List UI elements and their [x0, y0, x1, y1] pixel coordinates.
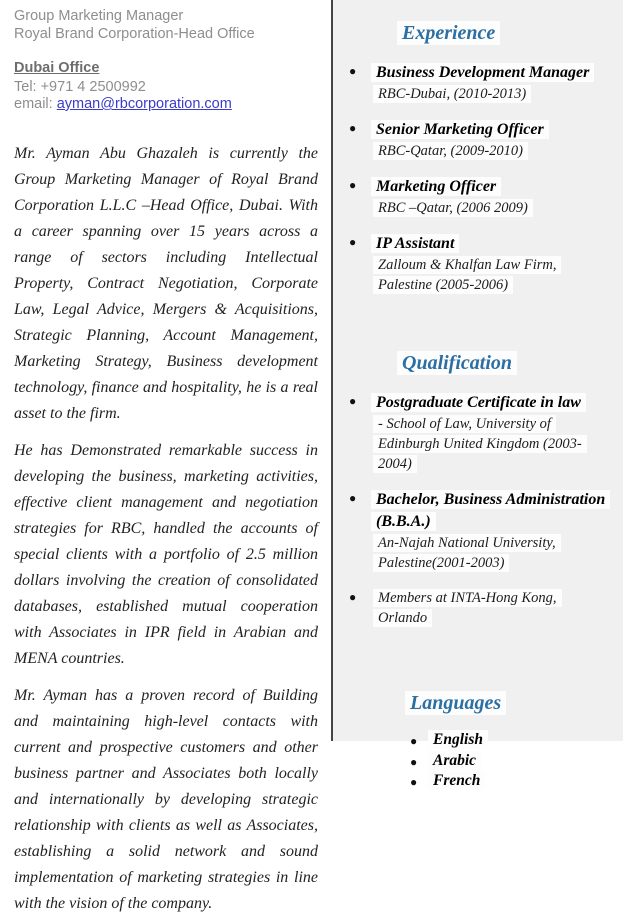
qualification-detail: - School of Law, University of Edinburgh United Kingdom (2003-2004): [371, 414, 613, 474]
email-link[interactable]: ayman@rbcorporation.com: [56, 96, 232, 112]
contact-block: [14, 60, 318, 114]
email-label: email:: [14, 96, 57, 112]
experience-item: [333, 119, 623, 161]
bullet-icon: ●: [410, 775, 418, 789]
bio-paragraph-1: Mr. Ayman Abu Ghazaleh is currently the Group Marketing Manager of Royal Brand Corporation L.L.C –Head Office, Dubai. With a career spanning over 15 years across a range of sectors including Intellectual Property, Contract Negotiation, Corporate Law, Legal Advice, Mergers & Acquisitions, Strategic Planning, Account Management, Marketing Strategy, Business development technology, finance and hospitality, he is a real asset to the firm.: [14, 144, 318, 422]
experience-title: Business Development Manager: [371, 62, 594, 84]
bullet-icon: ●: [349, 178, 357, 192]
language-item: [333, 751, 623, 772]
job-title: Group Marketing Manager: [14, 8, 184, 24]
language-label: English: [428, 730, 488, 749]
sidebar-panel: [331, 0, 623, 789]
experience-item: [333, 233, 623, 295]
membership-item: [333, 588, 623, 628]
bullet-icon: ●: [349, 590, 357, 604]
qualification-item: [333, 392, 623, 474]
qualification-detail: An-Najah National University, Palestine(2001-2003): [371, 533, 613, 573]
office-label: Dubai Office: [14, 60, 100, 76]
bio-section: [14, 141, 318, 917]
bullet-icon: ●: [410, 754, 418, 769]
bullet-icon: ●: [349, 491, 357, 505]
bullet-icon: ●: [349, 121, 357, 135]
bullet-icon: ●: [349, 235, 357, 249]
qualification-title: Bachelor, Business Administration (B.B.A.): [371, 489, 613, 533]
language-label: Arabic: [428, 751, 481, 770]
experience-title: Marketing Officer: [371, 176, 501, 198]
bullet-icon: ●: [410, 734, 418, 748]
experience-detail: RBC-Dubai, (2010-2013): [371, 84, 613, 104]
experience-title: IP Assistant: [371, 233, 459, 255]
qualification-heading: Qualification: [397, 350, 517, 376]
email-line: [14, 96, 318, 114]
language-label: French: [428, 771, 485, 790]
bio-paragraph-2: He has Demonstrated remarkable success in developing the business, marketing activities, effective client management and negotiation strategies for RBC, handled the accounts of special clients with a portfolio of 2.5 million dollars involving the creation of consolidated databases, established mutual cooperation with Associates in IPR field in Arabian and MENA countries.: [14, 441, 318, 667]
experience-title: Senior Marketing Officer: [371, 119, 549, 141]
languages-heading: Languages: [405, 690, 506, 716]
languages-list: [333, 730, 623, 792]
qualification-title: Postgraduate Certificate in law: [371, 392, 586, 414]
phone-line: Tel: +971 4 2500992: [14, 78, 146, 95]
experience-detail: RBC –Qatar, (2006 2009): [371, 198, 613, 218]
qualification-item: [333, 489, 623, 573]
language-item: [333, 771, 623, 792]
experience-item: [333, 176, 623, 218]
language-item: [333, 730, 623, 751]
experience-detail: Zalloum & Khalfan Law Firm, Palestine (2005-2006): [371, 255, 613, 295]
qualification-list: [333, 392, 623, 628]
experience-detail: RBC-Qatar, (2009-2010): [371, 141, 613, 161]
bio-paragraph-3: Mr. Ayman has a proven record of Building and maintaining high-level contacts with current and prospective customers and other business partner and Associates both locally and internationally by developing strategic relationship with clients as well as Associates, establishing a solid network and sound implementation of marketing strategies in line with the vision of the company.: [14, 686, 318, 912]
bullet-icon: ●: [349, 394, 357, 408]
header-block: [14, 8, 318, 43]
membership-note: Members at INTA-Hong Kong, Orlando: [371, 588, 613, 628]
experience-item: [333, 62, 623, 104]
experience-list: [333, 62, 623, 295]
bullet-icon: ●: [349, 64, 357, 78]
company-name: Royal Brand Corporation-Head Office: [14, 25, 255, 42]
experience-heading: Experience: [397, 20, 500, 46]
